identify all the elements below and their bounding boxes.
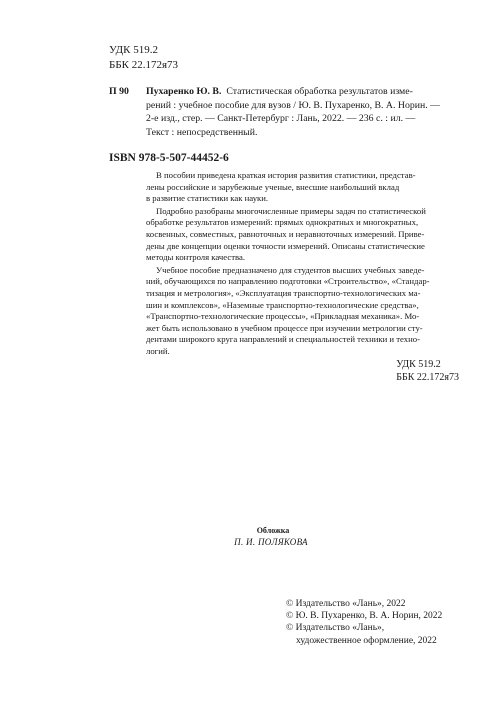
cover-designer-name: П. И. ПОЛЯКОВА <box>234 537 308 547</box>
cover-credit <box>0 525 500 548</box>
abstract-paragraph: В пособии приведена краткая история развития статистики, представ- лены российские и зарубежные ученые, внесшие наибольший вклад в развитие статистики как науки. <box>146 170 416 204</box>
abstract <box>146 170 459 359</box>
bibliographic-line: рений : учебное пособие для вузов / Ю. В. Пухаренко, В. А. Норин. — <box>146 99 440 111</box>
bibliographic-line: 2-е изд., стер. — Санкт-Петербург : Лань, 2022. — 236 с. : ил. — <box>146 113 416 125</box>
copyright-line: художественное оформление, 2022 <box>296 635 437 646</box>
udk-code: УДК 519.2 <box>109 44 159 56</box>
author-name: Пухаренко Ю. В. <box>146 86 222 97</box>
abstract-paragraph: Учебное пособие предназначено для студентов высших учебных заведе- ний, обучающихся по направлению подготовки «Строительство», «Стандар- тизация и метрология», «Эксплуатация транспортно-технологических ма- шин и комплексов», «Наземные транспортно-технологические средства», «Транспортно-технологические процессы», «Прикладная механика». Мо- жет быть использовано в учебном процессе при изучении метрологии сту- дентами широкого круга направлений и специальностей техники и техно- логий. <box>146 264 430 356</box>
classification-codes-top <box>109 43 178 73</box>
copyright-block <box>286 598 442 647</box>
isbn: ISBN 978-5-507-44452-6 <box>109 152 229 164</box>
bibliographic-line: Пухаренко Ю. В. Статистическая обработка результатов изме- <box>146 86 413 97</box>
bbk-code: ББК 22.172я73 <box>109 59 179 71</box>
cover-label: Обложка <box>256 526 290 535</box>
copyright-line: © Ю. В. Пухаренко, В. А. Норин, 2022 <box>286 611 443 622</box>
classification-codes-bottom <box>396 358 459 384</box>
bibliographic-record <box>109 85 459 139</box>
udk-code: УДК 519.2 <box>396 359 441 370</box>
abstract-paragraph: Подробно разобраны многочисленные примеры задач по статистической обработке результатов измерений: прямых однократных и многократных, косвенных, совместных, равноточных и неравноточных измерений. Приве- дены две концепции оценки точности измерений. Описаны статистические методы контроля качества. <box>146 205 426 263</box>
copyright-line: © Издательство «Лань», <box>286 623 385 634</box>
bbk-code: ББК 22.172я73 <box>396 372 459 383</box>
author-sign: П 90 <box>109 86 129 97</box>
copyright-line: © Издательство «Лань», 2022 <box>286 599 406 609</box>
bibliographic-line: Текст : непосредственный. <box>146 126 258 138</box>
